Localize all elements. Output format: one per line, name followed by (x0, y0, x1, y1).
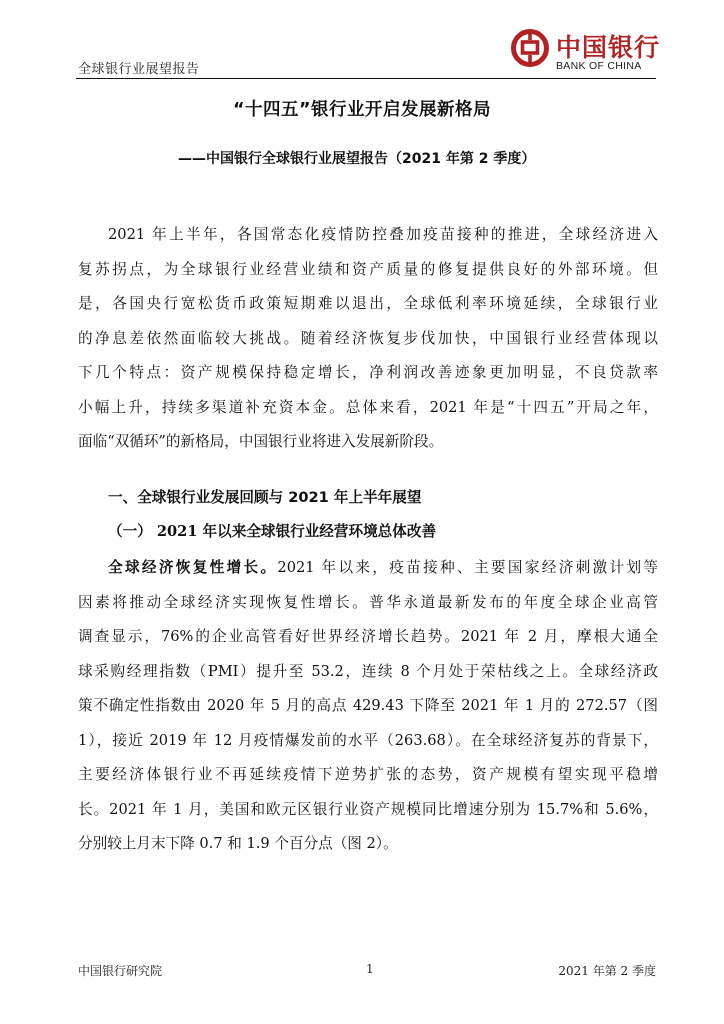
bank-logo (510, 28, 660, 74)
footer-organization: 中国银行研究院 (78, 964, 163, 978)
paragraph-line: 下几个特点：资产规模保持稳定增长，净利润改善迹象更加明显，不良贷款率 (78, 364, 658, 381)
paragraph-lead-rest: 2021 年以来，疫苗接种、主要国家经济刺激计划等 (277, 559, 658, 576)
logo-chinese-name: 中国银行 (556, 33, 661, 62)
bank-of-china-logo-icon (510, 28, 550, 68)
paragraph-line: 主要经济体银行业不再延续疫情下逆势扩张的态势，资产规模有望实现平稳增 (78, 766, 658, 783)
paragraph-line: 小幅上升，持续多渠道补充资本金。总体来看，2021 年是“十四五”开局之年， (78, 398, 658, 416)
paragraph-line: 复苏拐点，为全球银行业经营业绩和资产质量的修复提供良好的外部环境。但 (78, 260, 658, 278)
paragraph-lead: 全球经济恢复性增长。 (108, 559, 278, 576)
paragraph-line: 长。2021 年 1 月，美国和欧元区银行业资产规模同比增速分别为 15.7%和 5.6%， (78, 800, 658, 818)
report-subtitle: ——中国银行全球银行业展望报告（2021 年第 2 季度） (178, 151, 536, 167)
paragraph-line: 因素将推动全球经济实现恢复性增长。普华永道最新发布的年度全球企业高管 (78, 593, 658, 611)
header-section-label: 全球银行业展望报告 (78, 62, 200, 77)
paragraph-line: 2021 年上半年，各国常态化疫情防控叠加疫苗接种的推进，全球经济进入 (108, 226, 658, 243)
footer-period: 2021 年第 2 季度 (558, 964, 656, 978)
paragraph-line: 分别较上月末下降 0.7 和 1.9 个百分点（图 2）。 (78, 835, 398, 852)
subsection-heading: （一） 2021 年以来全球银行业经营环境总体改善 (108, 523, 437, 540)
paragraph-line (78, 551, 658, 586)
footer-page-number: 1 (366, 962, 374, 976)
logo-english-name: BANK OF CHINA (556, 60, 642, 72)
paragraph-line: 是，各国央行宽松货币政策短期难以退出，全球低利率环境延续，全球银行业 (78, 295, 658, 312)
report-title: “十四五”银行业开启发展新格局 (232, 100, 491, 120)
paragraph-line: 的净息差依然面临较大挑战。随着经济恢复步伐加快，中国银行业经营体现以 (78, 329, 658, 347)
paragraph-line: 球采购经理指数（PMI）提升至 53.2，连续 8 个月处于荣枯线之上。全球经济政 (78, 662, 658, 680)
paragraph-line: 面临“双循环”的新格局，中国银行业将进入发展新阶段。 (78, 433, 444, 450)
paragraph-line: 策不确定性指数由 2020 年 5 月的高点 429.43 下降至 2021 年 1 月的 272.57（图 (78, 697, 658, 714)
body-paragraph (78, 551, 658, 862)
section-heading: 一、全球银行业发展回顾与 2021 年上半年展望 (108, 489, 422, 506)
paragraph-line: 1），接近 2019 年 12 月疫情爆发前的水平（263.68）。在全球经济复苏的背景下， (78, 731, 658, 749)
header-rule (76, 78, 656, 79)
paragraph-line: 调查显示，76%的企业高管看好世界经济增长趋势。2021 年 2 月，摩根大通全 (78, 628, 658, 645)
intro-paragraph (78, 218, 658, 460)
